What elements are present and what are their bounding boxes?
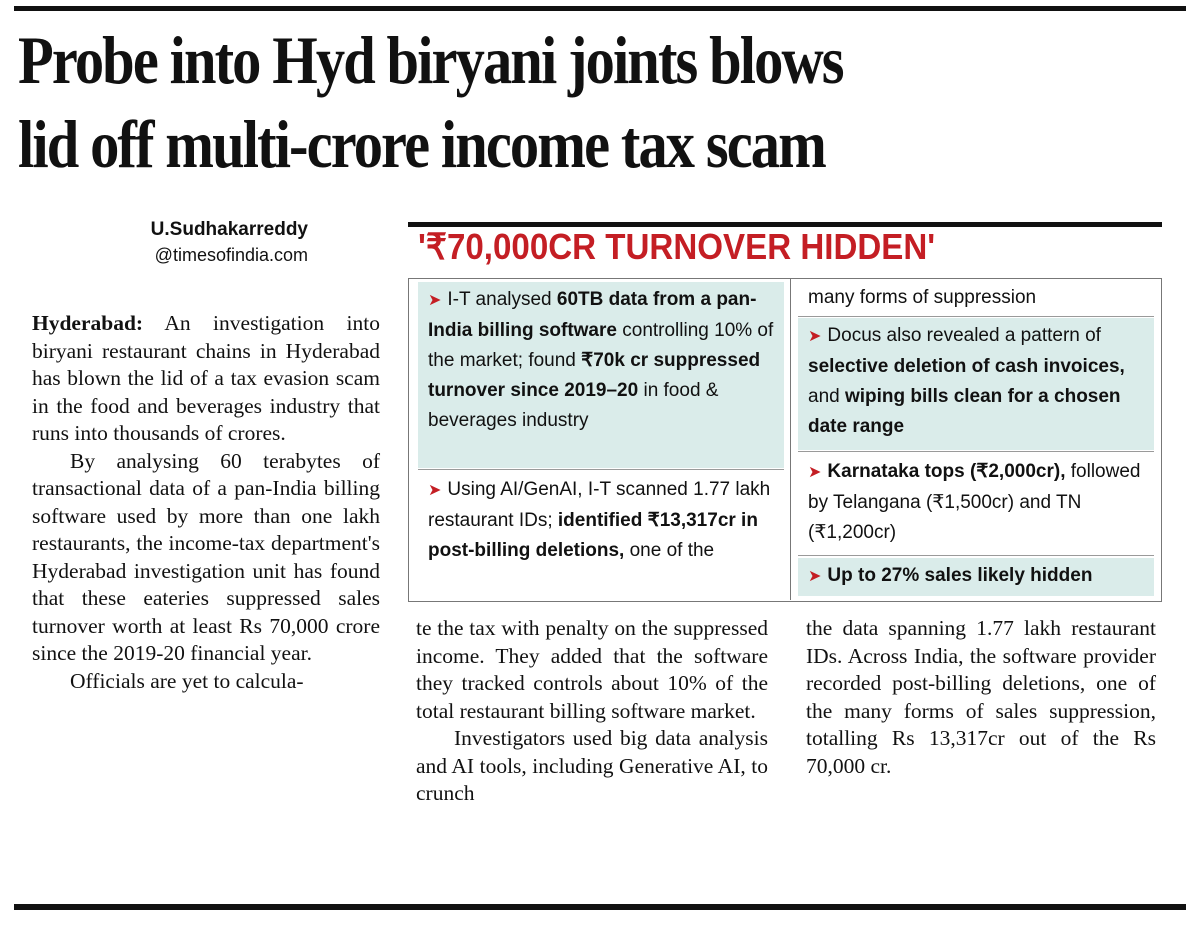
fact-cell-docus: ➤ Docus also revealed a pattern of selective deletion of cash invoices, and wiping bills clean for a chosen date range [798, 318, 1154, 450]
top-rule [14, 6, 1186, 11]
box-title: '₹70,000CR TURNOVER HIDDEN' [418, 226, 936, 267]
bottom-rule [14, 904, 1186, 910]
cell-separator [798, 555, 1154, 556]
article-paragraph: the data spanning 1.77 lakh restaurant IDs. Across India, the software provider recorded post-billing deletions, one of the many forms of sales suppression, totalling Rs 13,317cr out of the Rs 70,000 cr. [806, 616, 1156, 778]
article-paragraph: By analysing 60 terabytes of transactional data of a pan-India billing software used by more than one lakh restaurants, the income-tax department's Hyderabad investigation unit has found that these eateries suppressed sales turnover worth at least Rs 70,000 crore since the 2019-20 financial year. [32, 448, 380, 665]
fact-cell-sales-hidden: ➤ Up to 27% sales likely hidden [798, 558, 1154, 596]
author-name: U.Sudhakarreddy [150, 219, 308, 240]
arrow-icon: ➤ [808, 328, 822, 345]
box-column-divider [790, 278, 791, 600]
arrow-icon: ➤ [808, 464, 822, 481]
article-column-1 [32, 310, 380, 695]
article-paragraph: Investigators used big data analysis and AI tools, including Generative AI, to crunch [416, 726, 768, 805]
fact-cell-ai-scan: ➤ Using AI/GenAI, I-T scanned 1.77 lakh restaurant IDs; identified ₹13,317cr in post-billing deletions, one of the [428, 479, 771, 561]
article-paragraph [32, 310, 380, 448]
headline-line-1: Probe into Hyd biryani joints blows [18, 22, 843, 98]
article-column-2 [416, 615, 768, 808]
fact-cell-data-analysis: ➤ I-T analysed 60TB data from a pan-India billing software controlling 10% of the market; found ₹70k cr suppressed turnover since 2019–20 in food & beverages industry [418, 282, 784, 468]
headline-line-2: lid off multi-crore income tax scam [18, 106, 825, 182]
fact-cell-continuation: many forms of suppression [808, 287, 1037, 308]
paragraph-text: An investigation into biryani restaurant chains in Hyderabad has blown the lid of a tax evasion scam in the food and beverages industry that runs into thousands of crores. [32, 311, 380, 445]
author-handle: @timesofindia.com [154, 245, 308, 265]
article-column-3 [806, 615, 1156, 780]
byline [118, 218, 308, 268]
cell-separator [798, 451, 1154, 452]
arrow-icon: ➤ [428, 292, 442, 309]
arrow-icon: ➤ [808, 568, 822, 585]
dateline: Hyderabad: [32, 311, 144, 335]
cell-separator [418, 469, 784, 470]
arrow-icon: ➤ [428, 482, 442, 499]
article-paragraph: Officials are yet to calcula- [70, 668, 304, 693]
cell-separator [798, 316, 1154, 317]
headline [18, 18, 1024, 186]
fact-cell-states: ➤ Karnataka tops (₹2,000cr), followed by Telangana (₹1,500cr) and TN (₹1,200cr) [808, 461, 1141, 543]
article-paragraph: te the tax with penalty on the suppressed income. They added that the software they tracked controls about 10% of the total restaurant billing software market. [416, 616, 768, 723]
